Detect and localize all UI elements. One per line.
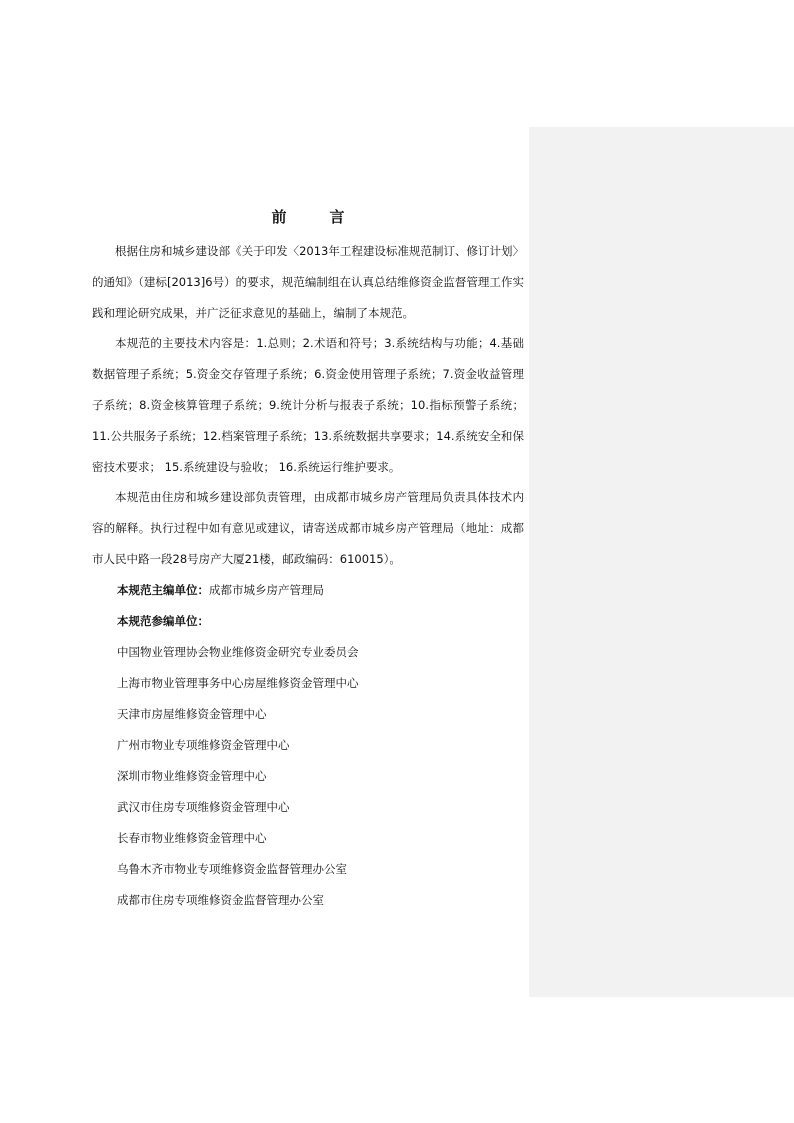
chief-unit-value: 成都市城乡房产管理局	[209, 582, 324, 597]
comment-pane	[529, 127, 794, 997]
paragraph-basis: 根据住房和城乡建设部《关于印发〈2013年工程建设标准规范制订、修订计划〉的通知》（建标[2013]6号）的要求，规范编制组在认真总结维修资金监督管理工作实践和理论研究成果，并广泛征求意见的基础上，编制了本规范。	[92, 244, 524, 320]
participating-units-label: 本规范参编单位：	[117, 613, 209, 628]
participating-unit: 天津市房屋维修资金管理中心	[117, 706, 267, 721]
paragraph-management: 本规范由住房和城乡建设部负责管理，由成都市城乡房产管理局负责具体技术内容的解释。执行过程中如有意见或建议，请寄送成都市城乡房产管理局（地址：成都市人民中路一段28号房产大厦21楼，邮政编码：610015）。	[92, 490, 524, 566]
chief-unit-line	[92, 575, 524, 606]
participating-unit: 武汉市住房专项维修资金管理中心	[117, 799, 290, 814]
participating-unit: 成都市住房专项维修资金监督管理办公室	[117, 892, 324, 907]
participating-unit: 乌鲁木齐市物业专项维修资金监督管理办公室	[117, 861, 347, 876]
chief-unit-label: 本规范主编单位：	[117, 582, 209, 597]
participating-unit: 深圳市物业维修资金管理中心	[117, 768, 267, 783]
participating-unit: 中国物业管理协会物业维修资金研究专业委员会	[117, 644, 359, 659]
participating-unit: 长春市物业维修资金管理中心	[117, 830, 267, 845]
page-title: 前 言	[271, 208, 359, 226]
participating-unit: 广州市物业专项维修资金管理中心	[117, 737, 290, 752]
document-body	[92, 206, 524, 916]
participating-unit: 上海市物业管理事务中心房屋维修资金管理中心	[117, 675, 359, 690]
paragraph-contents: 本规范的主要技术内容是：1.总则；2.术语和符号；3.系统结构与功能；4.基础数据管理子系统；5.资金交存管理子系统；6.资金使用管理子系统；7.资金收益管理子系统；8.资金核算管理子系统；9.统计分析与报表子系统；10.指标预警子系统；11.公共服务子系统；12.档案管理子系统；13.系统数据共享要求；14.系统安全和保密技术要求； 15.系统建设与验收； 16.系统运行维护要求。	[92, 336, 524, 474]
